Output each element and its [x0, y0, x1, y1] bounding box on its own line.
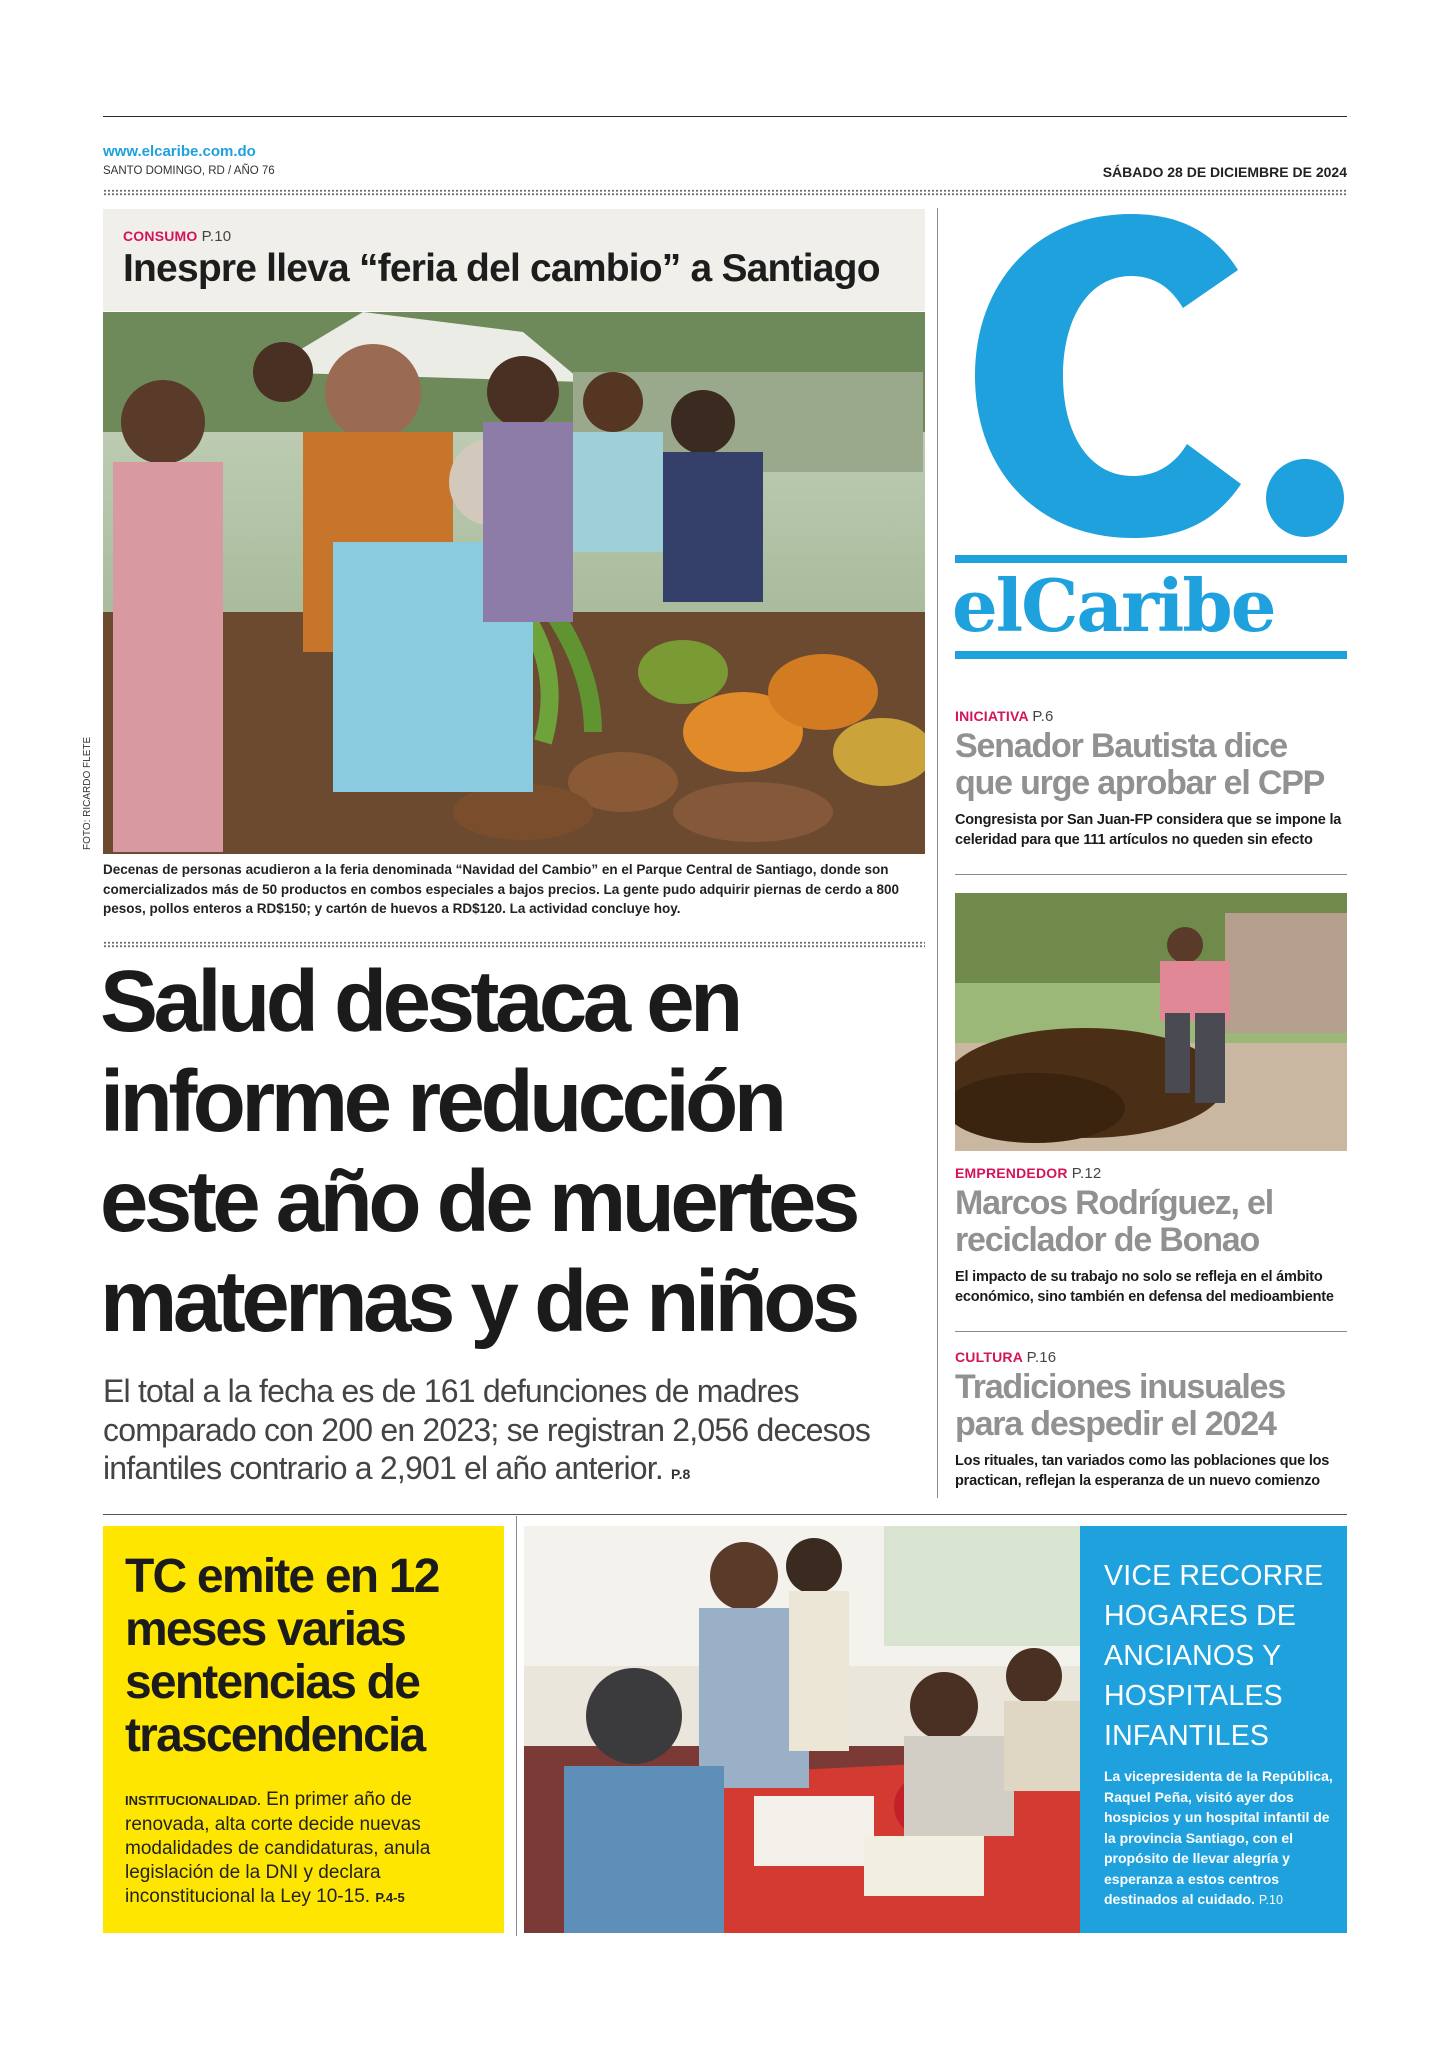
logo-wordmark: elCaribe	[952, 563, 1275, 648]
sidebar-divider	[955, 1331, 1347, 1332]
logo-c-icon	[955, 208, 1347, 558]
lead-headline-line: informe reducción	[100, 1053, 783, 1150]
top-story-header	[103, 209, 925, 311]
elcaribe-logo[interactable]	[955, 208, 1347, 558]
photo-credit-wrap	[82, 720, 100, 860]
sidebar-summary: Congresista por San Juan-FP considera que se impone la celeridad para que 111 artículos no queden sin efecto	[955, 812, 1342, 848]
top-story-headline[interactable]: Inespre lleva “feria del cambio” a Santiago	[123, 247, 880, 290]
sidebar-kicker: INICIATIVA P.6	[955, 708, 1054, 725]
column-divider	[937, 208, 938, 1498]
top-story-caption: Decenas de personas acudieron a la feria denominada “Navidad del Cambio” en el Parque Central de Santiago, donde son comercializados más de 50 productos en combos especiales a bajos precios. La gente pudo adquirir piernas de cerdo a 800 pesos, pollos enteros a RD$150; y cartón de huevos a RD$120. La actividad concluye hoy.	[103, 862, 900, 916]
lead-headline[interactable]	[100, 952, 936, 1352]
tc-box[interactable]	[103, 1526, 504, 1933]
vice-box[interactable]	[1080, 1526, 1347, 1933]
sidebar-kicker: CULTURA P.16	[955, 1349, 1057, 1366]
tc-body	[125, 1788, 490, 1910]
website-link[interactable]: www.elcaribe.com.do	[103, 143, 256, 160]
edition-location: SANTO DOMINGO, RD / AÑO 76	[103, 165, 275, 177]
dotted-divider-2	[103, 941, 925, 948]
bottom-divider	[516, 1516, 517, 1936]
vice-body-text: La vicepresidenta de la República, Raquel Peña, visitó ayer dos hospicios y un hospital infantil de la provincia Santiago, con el propósito de llevar alegría y esperanza a estos centros destinados al cuidado.	[1104, 1768, 1333, 1907]
lead-page-ref[interactable]: P.8	[671, 1466, 691, 1482]
sidebar-divider	[955, 874, 1347, 875]
sidebar-summary: El impacto de su trabajo no solo se refleja en el ámbito económico, sino también en defensa del medioambiente	[955, 1269, 1334, 1305]
sidebar-headline[interactable]: Senador Bautista dice que urge aprobar el CPP	[955, 727, 1325, 802]
sidebar-headline[interactable]: Tradiciones inusuales para despedir el 2024	[955, 1368, 1286, 1443]
top-story-kicker: CONSUMO P.10	[123, 228, 232, 245]
lead-deck	[103, 1372, 913, 1494]
tc-kicker: INSTITUCIONALIDAD.	[125, 1793, 261, 1808]
vice-photo	[524, 1526, 1080, 1933]
logo-bar	[955, 555, 1347, 563]
dotted-divider	[103, 189, 1347, 196]
sidebar-summary: Los rituales, tan variados como las poblaciones que los practican, reflejan la esperanza de un nuevo comienzo	[955, 1453, 1330, 1489]
market-photo	[103, 312, 925, 854]
recycler-photo	[955, 893, 1347, 1151]
tc-headline: TC emite en 12 meses varias sentencias de trascendencia	[125, 1550, 439, 1762]
issue-date: SÁBADO 28 DE DICIEMBRE DE 2024	[1102, 164, 1347, 180]
sidebar-kicker: EMPRENDEDOR P.12	[955, 1165, 1102, 1182]
tc-page-ref[interactable]: P.4-5	[375, 1890, 405, 1905]
vice-page-ref[interactable]: P.10	[1258, 1893, 1283, 1907]
lead-headline-line: Salud destaca en	[100, 953, 739, 1050]
vice-headline: VICE RECORRE HOGARES DE ANCIANOS Y HOSPITALES INFANTILES	[1104, 1560, 1324, 1752]
logo-bar-bottom	[955, 651, 1347, 659]
sidebar-headline[interactable]: Marcos Rodríguez, el reciclador de Bonao	[955, 1184, 1273, 1259]
bottom-rule	[103, 1514, 1347, 1515]
vice-body	[1104, 1766, 1340, 1911]
lead-headline-line: maternas y de niños	[100, 1253, 856, 1350]
tc-body-text: En primer año de renovada, alta corte decide nuevas modalidades de candidaturas, anula legislación de la DNI y declara inconstitucional la Ley 10-15.	[125, 1789, 431, 1907]
lead-headline-line: este año de muertes	[100, 1153, 856, 1250]
top-rule	[103, 116, 1347, 117]
lead-deck-text: El total a la fecha es de 161 defunciones de madres comparado con 200 en 2023; se registran 2,056 decesos infantiles contrario a 2,901 el año anterior.	[103, 1373, 871, 1486]
photo-credit: FOTO: RICARDO FLETE	[82, 736, 93, 850]
